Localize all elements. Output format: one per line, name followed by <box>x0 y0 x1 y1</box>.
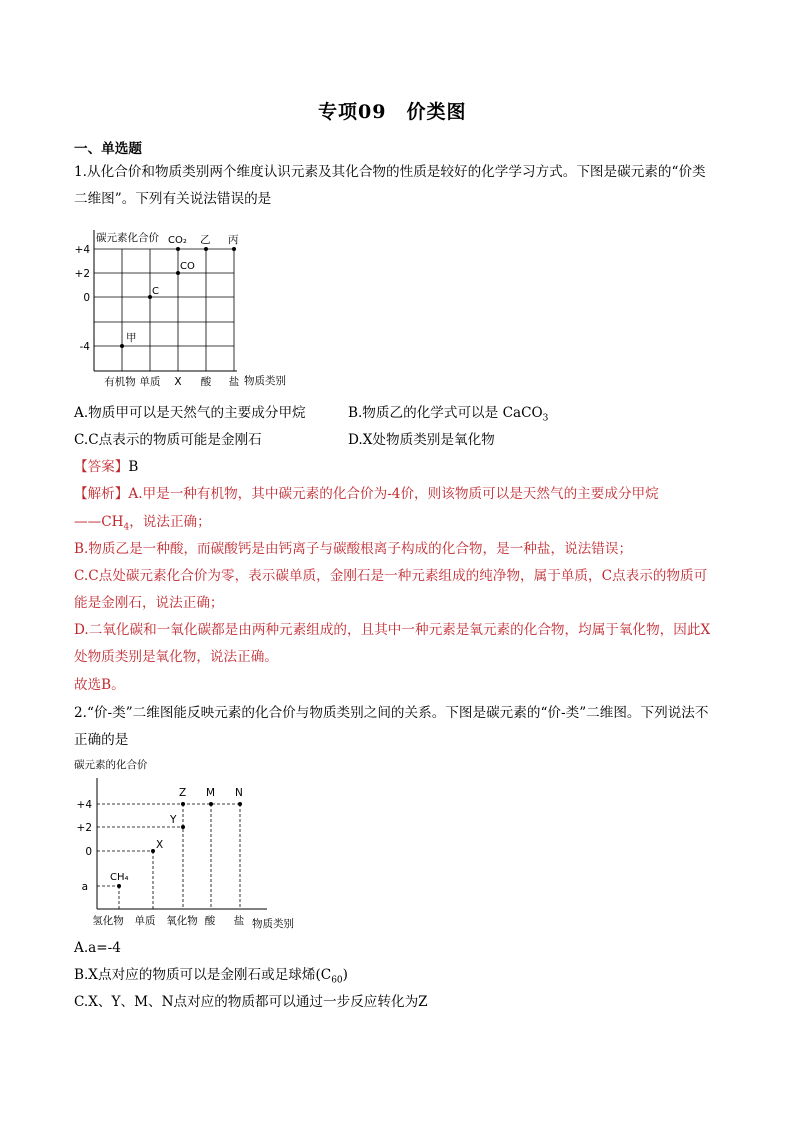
q2-point-ch4 <box>117 884 121 888</box>
analysis-a-cont: ——CH <box>74 514 124 530</box>
q1-y-axis-label: 碳元素化合价 <box>96 232 159 244</box>
q2-option-c: C.X、Y、M、N点对应的物质都可以通过一步反应转化为Z <box>74 994 428 1010</box>
q1-point-label: C <box>152 286 159 297</box>
q2-point-label: N <box>235 787 243 799</box>
q1-point-label: 丙 <box>228 234 239 246</box>
q2-point-label: CH₄ <box>110 872 129 883</box>
q1-stem-line-1: 1.从化合价和物质类别两个维度认识元素及其化合物的性质是较好的化学学习方式。下图是碳元素的“价类 <box>74 164 706 180</box>
analysis-a-text: A.甲是一种有机物，其中碳元素的化合价为-4价，则该物质可以是天然气的主要成分甲烷 <box>128 486 659 502</box>
q1-option-c: C.C点表示的物质可能是金刚石 <box>74 432 262 448</box>
q1-point-label: 甲 <box>126 332 137 344</box>
q2-point-x <box>151 849 155 853</box>
q1-y-tick: -4 <box>79 341 90 353</box>
q1-y-tick: 0 <box>83 292 90 304</box>
q2-point-m <box>209 802 213 806</box>
q1-x-tick: 单质 <box>139 376 161 388</box>
q2-stem-line-1: 2.“价-类”二维图能反映元素的化合价与物质类别之间的关系。下图是碳元素的“价-类”二维图。下列说法不 <box>74 705 709 721</box>
q1-analysis-line-3: B.物质乙是一种酸，而碳酸钙是由钙离子与碳酸根离子构成的化合物，是一种盐，说法错误； <box>74 541 633 557</box>
q2-y-tick: a <box>81 881 88 893</box>
q2-chart <box>72 756 312 932</box>
q1-x-tick: X <box>174 376 182 388</box>
q1-x-tick: 有机物 <box>104 376 136 388</box>
q1-point-co2 <box>176 247 180 251</box>
q2-point-label: M <box>206 787 216 799</box>
q1-chart <box>72 228 302 390</box>
q2-point-z <box>181 802 185 806</box>
q1-analysis-line-4: C.C点处碳元素化合价为零，表示碳单质，金刚石是一种元素组成的纯净物，属于单质，C点表示的物质可 <box>74 568 708 584</box>
q2-x-tick: 单质 <box>134 915 156 927</box>
q1-conclusion: 故选B。 <box>74 677 125 693</box>
q2-x-tick: 氢化物 <box>92 915 124 927</box>
q2-point-label: Z <box>179 787 187 799</box>
q1-stem-line-2: 二维图”。下列有关说法错误的是 <box>74 191 272 207</box>
q2-option-b-subscript: 60 <box>331 975 343 986</box>
q1-option-d: D.X处物质类别是氧化物 <box>348 432 495 448</box>
analysis-a-subscript: 4 <box>123 522 130 533</box>
q2-option-b-end: ) <box>342 967 348 983</box>
q1-point-yi <box>204 247 208 251</box>
q2-y-tick: +4 <box>76 799 92 811</box>
section-heading: 一、单选题 <box>74 141 142 157</box>
q1-point-bing <box>232 247 236 251</box>
q2-y-axis-label: 碳元素的化合价 <box>74 759 148 771</box>
page-title: 专项09 价类图 <box>318 101 467 123</box>
q2-point-label: X <box>156 839 164 851</box>
q2-point-label: Y <box>170 814 177 826</box>
q2-point-n <box>238 802 242 806</box>
q1-y-tick: +2 <box>74 268 90 280</box>
q2-y-tick: 0 <box>85 846 92 858</box>
q1-option-b <box>348 404 548 428</box>
q2-y-tick: +2 <box>76 822 92 834</box>
q2-option-b-text: B.X点对应的物质可以是金刚石或足球烯(C <box>74 967 332 983</box>
q1-point-jia <box>120 344 124 348</box>
analysis-a-end: ，说法正确； <box>129 514 211 530</box>
q1-analysis-line-7: 处物质类别是氧化物，说法正确。 <box>74 649 278 665</box>
q1-y-tick: +4 <box>74 244 90 256</box>
q1-option-b-subscript: 3 <box>542 413 549 424</box>
q1-x-tick: 盐 <box>228 376 240 388</box>
answer-value: B <box>128 459 139 475</box>
analysis-tag: 【解析】 <box>74 486 129 502</box>
q1-x-tick: 酸 <box>200 376 212 388</box>
q2-x-tick: 酸 <box>204 915 216 927</box>
q1-point-label: 乙 <box>200 234 211 246</box>
q2-option-b <box>74 966 348 990</box>
q2-x-tick: 盐 <box>233 915 245 927</box>
q1-point-label: CO₂ <box>168 235 187 246</box>
q1-answer <box>74 458 138 476</box>
q1-analysis-line-1 <box>74 485 659 503</box>
q1-analysis-line-2 <box>74 513 211 537</box>
q2-option-a: A.a=-4 <box>74 940 121 956</box>
q2-x-tick: 氧化物 <box>166 915 198 927</box>
q1-x-axis-label: 物质类别 <box>244 375 286 387</box>
q1-option-a: A.物质甲可以是天然气的主要成分甲烷 <box>74 405 306 421</box>
q1-analysis-line-5: 能是金刚石，说法正确； <box>74 595 224 611</box>
q2-point-y <box>181 825 185 829</box>
q1-point-label: CO <box>180 261 195 272</box>
q1-analysis-line-6: D.二氧化碳和一氧化碳都是由两种元素组成的，且其中一种元素是氧元素的化合物，均属于氧化物，因此X <box>74 622 711 638</box>
q2-stem-line-2: 正确的是 <box>74 732 129 748</box>
answer-tag: 【答案】 <box>74 459 129 475</box>
q1-option-b-text: B.物质乙的化学式可以是 CaCO <box>348 405 543 421</box>
q2-x-axis-label: 物质类别 <box>252 918 294 930</box>
